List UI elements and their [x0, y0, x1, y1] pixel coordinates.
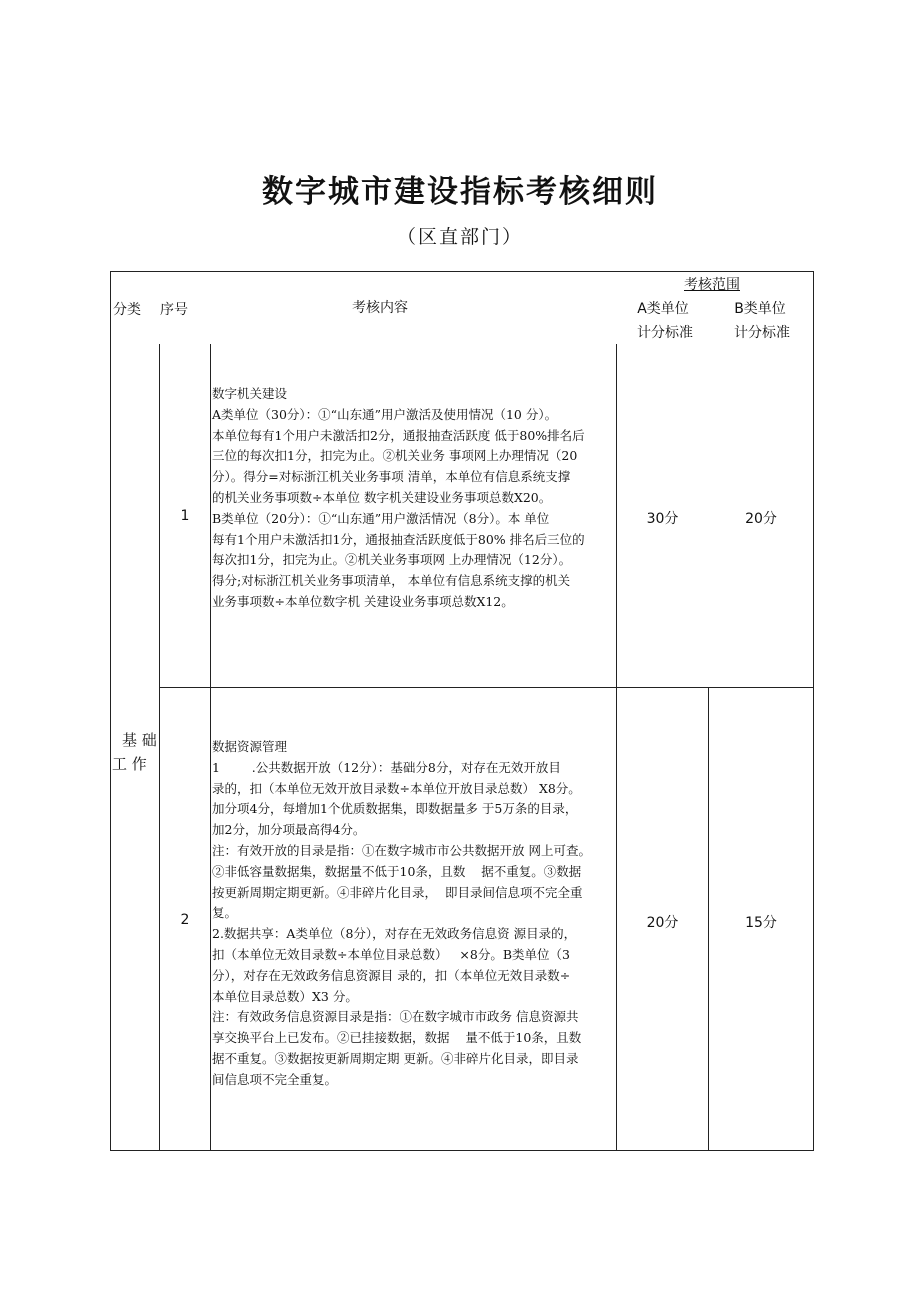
- table-border-top: [110, 271, 814, 272]
- header-scope: 考核范围: [684, 277, 740, 293]
- row-content: [212, 384, 614, 613]
- header-index: 序号: [160, 302, 188, 318]
- category-label-line2: 工 作: [112, 755, 147, 773]
- content-line: B类单位（20分）：①“山东通”用户激活情况（8分）。本 单位: [212, 510, 550, 526]
- content-line: 加分项4分，每增加1个优质数据集，即数据量多 于5万条的目录，: [212, 801, 578, 817]
- document-subtitle: （区直部门）: [396, 226, 523, 248]
- a-score: 30分: [646, 511, 679, 527]
- content-line: 的机关业务事项数÷本单位 数字机关建设业务事项总数X20。: [212, 489, 552, 505]
- content-line: 业务事项数÷本单位数字机 关建设业务事项总数X12。: [212, 593, 514, 609]
- row-divider: [159, 687, 814, 688]
- header-a-unit: A类单位: [637, 301, 689, 317]
- row-index: 1: [180, 508, 190, 524]
- content-heading: 数据资源管理: [212, 739, 288, 754]
- content-line: 扣（本单位无效目录数÷本单位目录总数） ×8分。B类单位（3: [212, 946, 570, 962]
- content-line: 注：有效开放的目录是指：①在数字城市市公共数据开放 网上可查。: [212, 842, 591, 858]
- b-score: 20分: [745, 511, 777, 527]
- document-title: 数字城市建设指标考核细则: [262, 174, 658, 210]
- content-line: 间信息项不完全重复。: [212, 1071, 338, 1087]
- row-content: [212, 737, 614, 1091]
- content-line: 每次扣1分，扣完为止。②机关业务事项网 上办理情况（12分）。: [212, 552, 572, 568]
- header-a-standard: 计分标准: [637, 325, 693, 341]
- content-line: A类单位（30分）：①“山东通”用户激活及使用情况（10 分）。: [212, 406, 558, 422]
- header-content: 考核内容: [352, 300, 408, 316]
- content-heading: 数字机关建设: [212, 386, 288, 401]
- b-score: 15分: [745, 915, 777, 931]
- row-index: 2: [180, 912, 190, 928]
- content-line: 加2分，加分项最高得4分。: [212, 822, 366, 838]
- content-line: 三位的每次扣1分，扣完为止。②机关业务 事项网上办理情况（20: [212, 448, 578, 464]
- header-b-unit: B类单位: [734, 301, 786, 317]
- table-border-right: [813, 271, 814, 1151]
- header-b-standard: 计分标准: [734, 325, 790, 341]
- content-line: 据不重复。③数据按更新周期定期 更新。④非碎片化目录，即目录: [212, 1050, 579, 1066]
- content-line: 2.数据共享：A类单位（8分），对存在无效政务信息资 源目录的，: [212, 926, 577, 942]
- header-category: 分类: [113, 302, 141, 318]
- category-label-line1: 基 础: [122, 731, 157, 749]
- a-score: 20分: [646, 915, 679, 931]
- content-line: 得分;对标浙江机关业务事项清单， 本单位有信息系统支撑的机关: [212, 573, 571, 589]
- column-divider-index: [159, 344, 160, 1151]
- content-line: 录的，扣（本单位无效开放目录数÷本单位开放目录总数） X8分。: [212, 780, 581, 796]
- content-line: 分）。得分=对标浙江机关业务事项 清单，本单位有信息系统支撑: [212, 469, 571, 485]
- column-divider-content: [210, 344, 211, 1151]
- table-border-left: [110, 271, 111, 1151]
- content-line: 复。: [212, 905, 238, 921]
- content-line: 1 .公共数据开放（12分）：基础分8分，对存在无效开放目: [212, 759, 561, 775]
- content-line: 每有1个用户未激活扣1分，通报抽查活跃度低于80% 排名后三位的: [212, 531, 585, 547]
- content-line: 按更新周期定期更新。④非碎片化目录， 即目录间信息项不完全重: [212, 884, 583, 900]
- content-line: 注：有效政务信息资源目录是指：①在数字城市市政务 信息资源共: [212, 1009, 579, 1025]
- content-line: 本单位每有1个用户未激活扣2分，通报抽查活跃度 低于80%排名后: [212, 427, 585, 443]
- content-line: 分），对存在无效政务信息资源目 录的，扣（本单位无效目录数÷: [212, 967, 571, 983]
- content-line: 本单位目录总数）X3 分。: [212, 988, 358, 1004]
- content-line: 享交换平台上已发布。②已挂接数据，数据 量不低于10条，且数: [212, 1030, 582, 1046]
- column-divider-a: [616, 344, 617, 1151]
- content-line: ②非低容量数据集，数据量不低于10条，且数 据不重复。③数据: [212, 863, 582, 879]
